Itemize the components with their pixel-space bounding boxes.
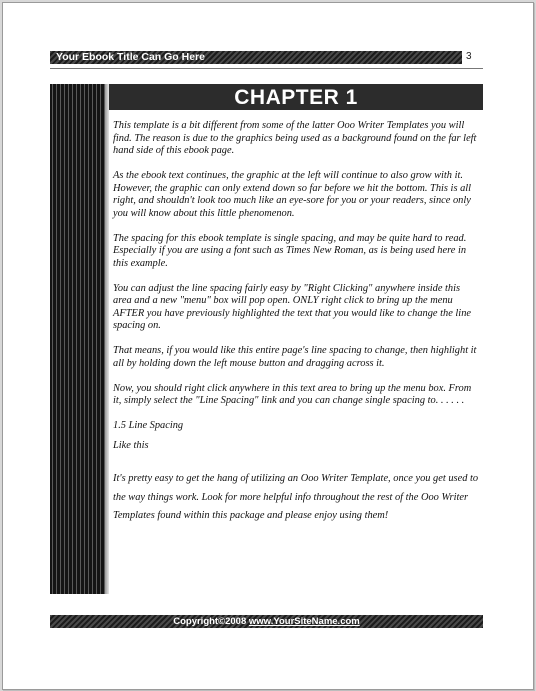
paragraph: As the ebook text continues, the graphic at the left will continue to also grow with it. However, the graphic can only extend down so far before we hit the bottom. This is all right, and shouldn't look too much like an eye-sore for you or your readers, since only you will know about this little phenomenon. — [113, 170, 472, 219]
body-text[interactable] — [113, 120, 479, 538]
footer-bar — [50, 615, 483, 628]
ebook-title: Your Ebook Title Can Go Here — [56, 51, 205, 63]
chapter-banner — [109, 84, 483, 110]
paragraph: The spacing for this ebook template is single spacing, and may be quite hard to read. Especially if you are using a font such as Times New Roman, as is being used here in this example. — [113, 232, 467, 269]
spacing-label: 1.5 Line Spacing — [113, 420, 184, 431]
paragraph: Now, you should right click anywhere in this text area to bring up the menu box. From it, simply select the "Line Spacing" link and you can change single spacing to. . . . . . — [113, 382, 472, 406]
paragraph: That means, if you would like this entire page's line spacing to change, then highlight it all by holding down the left mouse button and dragging across it. — [113, 345, 477, 369]
side-graphic-edge — [105, 84, 109, 594]
footer-text — [50, 615, 483, 628]
copyright-text: Copyright©2008 — [173, 616, 247, 627]
like-this-text: Like this — [113, 439, 149, 451]
page-number: 3 — [466, 51, 472, 62]
chapter-title: CHAPTER 1 — [234, 86, 358, 109]
closing-paragraph: It's pretty easy to get the hang of utilizing an Ooo Writer Template, once you get used to the way things work. Look for more helpful info throughout the rest of the Ooo Writer Templates found within this package and please enjoy using them! — [113, 473, 479, 521]
header-bar — [50, 51, 462, 64]
site-link[interactable]: www.YourSiteName.com — [248, 616, 360, 627]
header-divider — [50, 68, 483, 69]
side-graphic — [50, 84, 105, 594]
paragraph: This template is a bit different from some of the latter Ooo Writer Templates you will find. The reason is due to the graphics being used as a background found on the far left hand side of this ebook page. — [113, 120, 477, 156]
paragraph: You can adjust the line spacing fairly easy by "Right Clicking" anywhere inside this area and a new "menu" box will pop open. ONLY right click to bring up the menu AFTER you have previously highlighted the text that you would like to change the line spacing on. — [113, 282, 471, 331]
